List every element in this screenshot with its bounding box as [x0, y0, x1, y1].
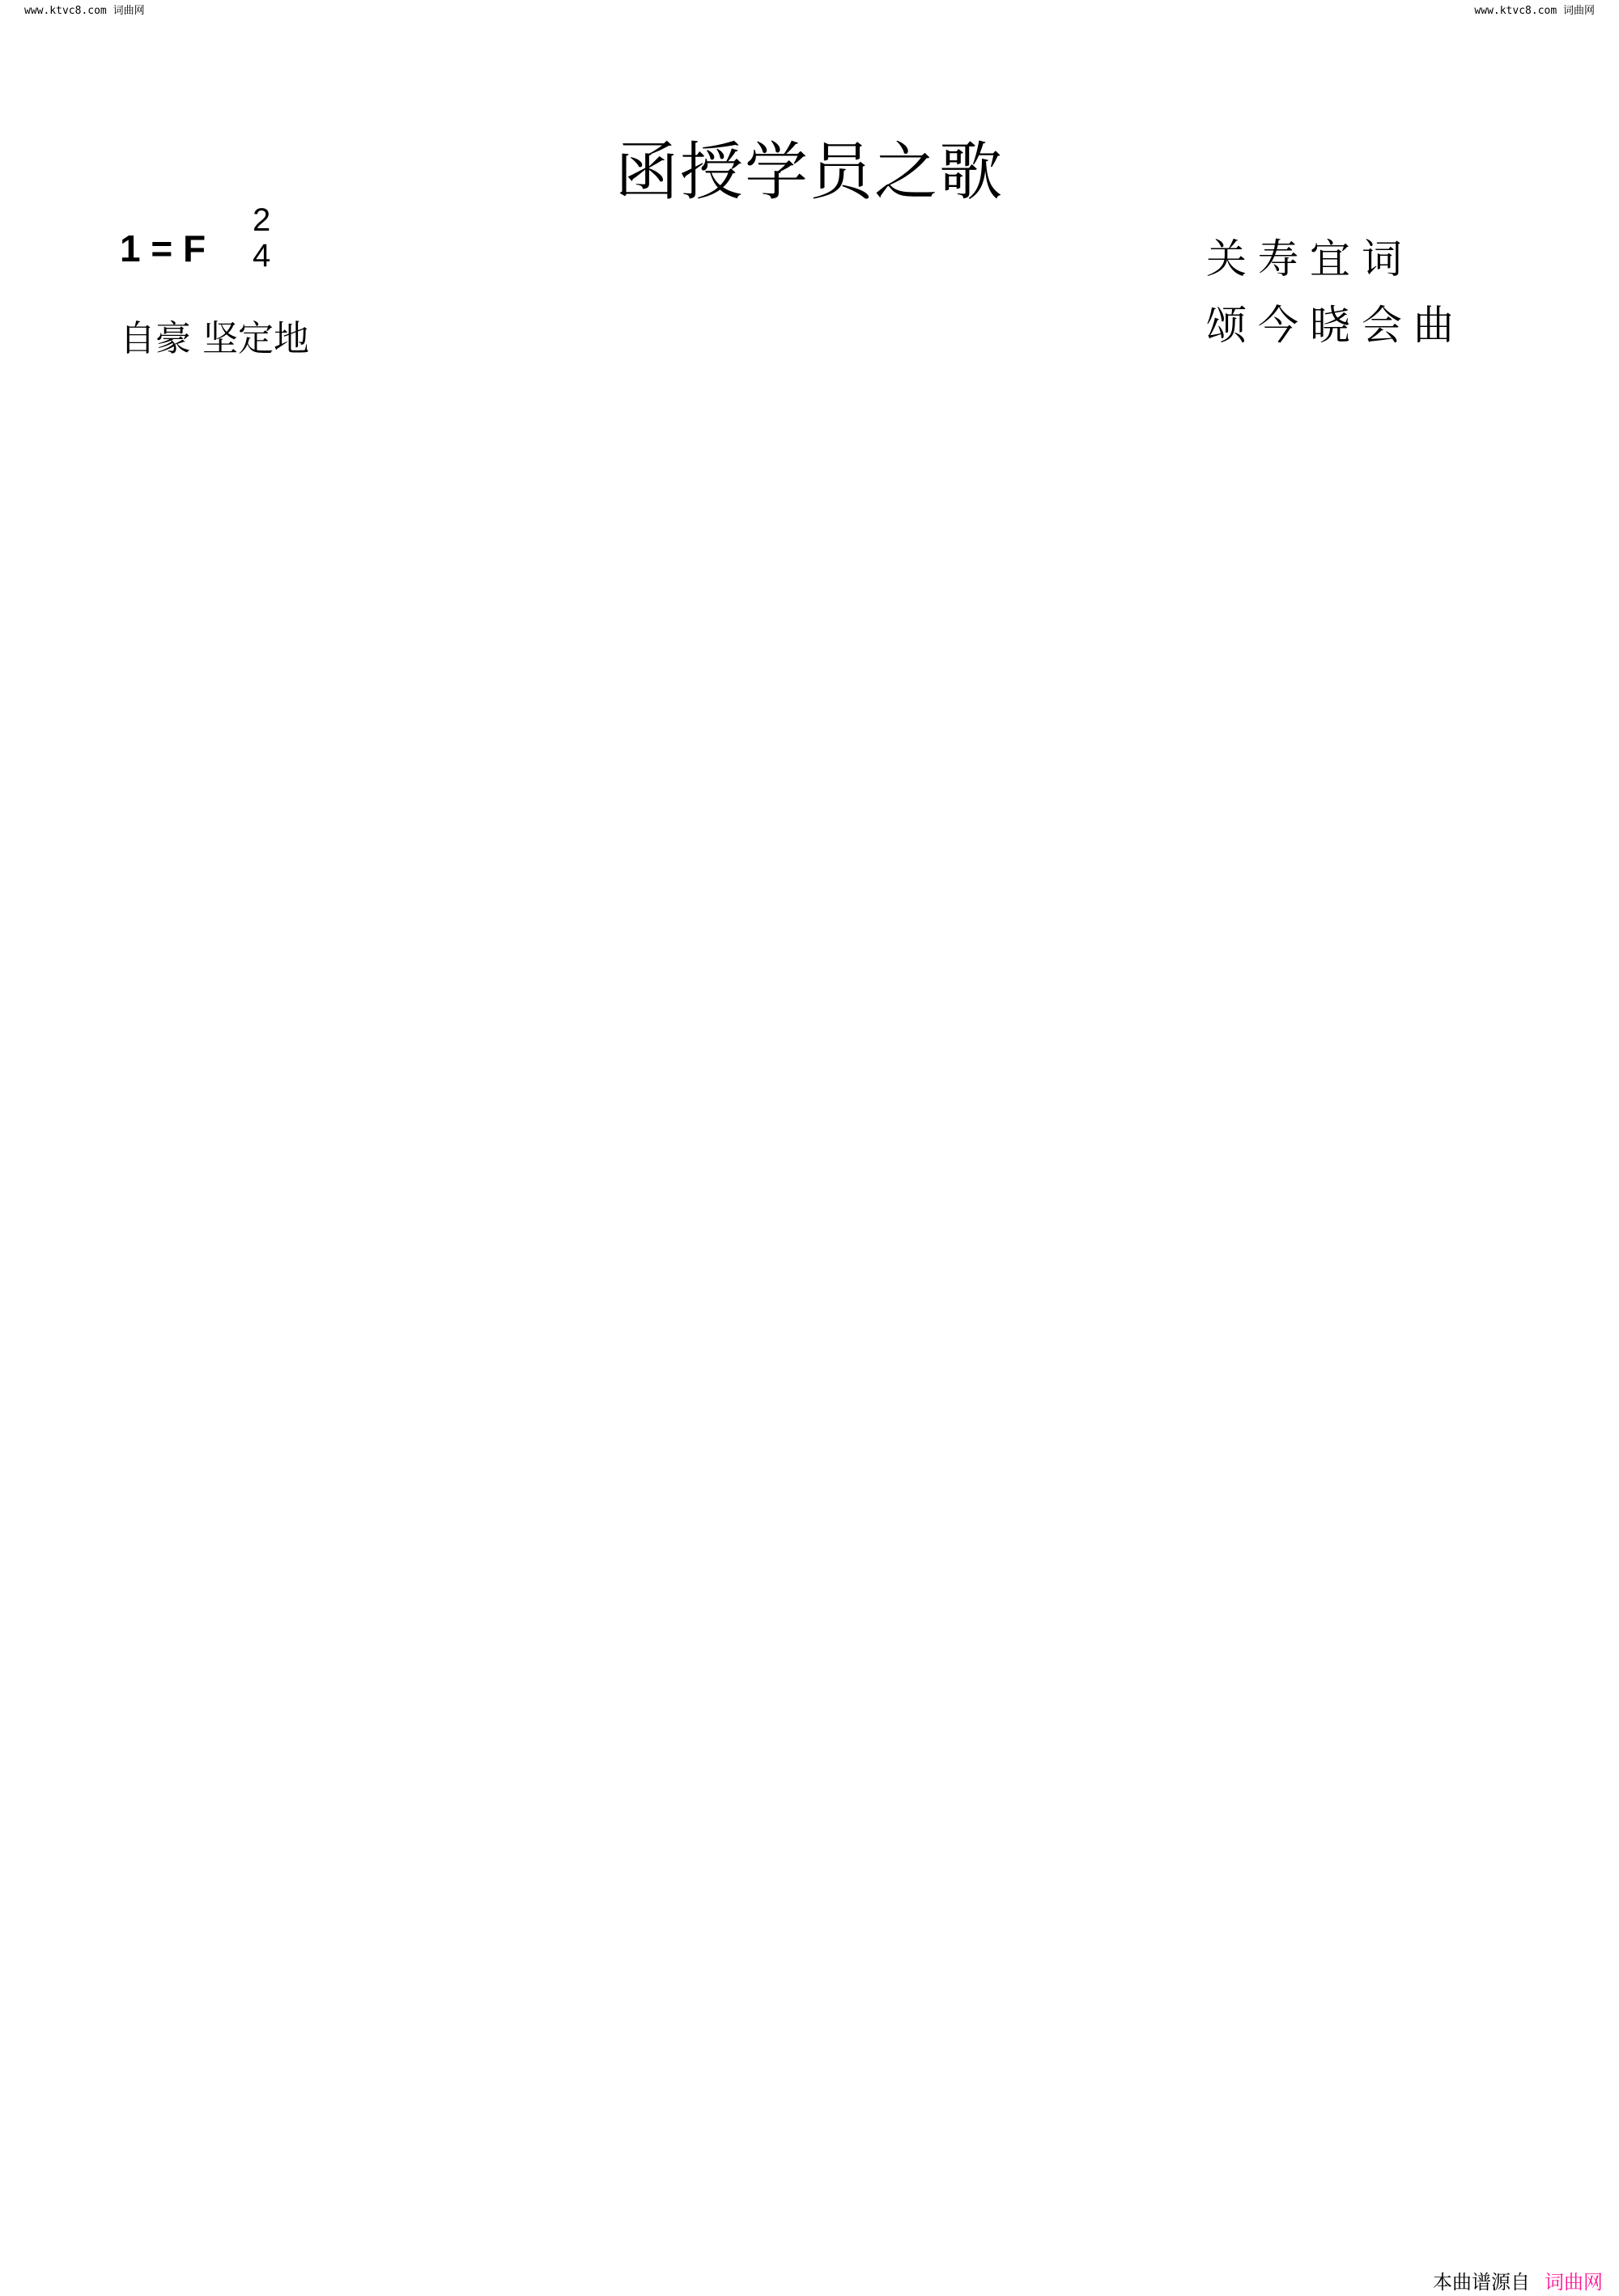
- footer-source: [1433, 2266, 1603, 2294]
- meter-top: 2: [253, 202, 271, 238]
- tempo-marking: 自豪 坚定地: [120, 318, 309, 359]
- watermark-right: www.ktvc8.com 词曲网: [1474, 5, 1595, 17]
- composer-credit: 颂今晓会曲: [1206, 302, 1465, 349]
- meter-bottom: 4: [253, 238, 271, 274]
- lyricist-credit: 关寿宜词: [1206, 236, 1413, 282]
- song-title: 函授学员之歌: [614, 136, 1004, 209]
- footer-source-label: 本曲谱源自: [1433, 2271, 1530, 2294]
- key-signature: 1 = F: [120, 227, 206, 269]
- watermark-left: www.ktvc8.com 词曲网: [24, 5, 145, 17]
- footer-brand-link[interactable]: 词曲网: [1545, 2271, 1603, 2294]
- time-signature: [253, 202, 270, 274]
